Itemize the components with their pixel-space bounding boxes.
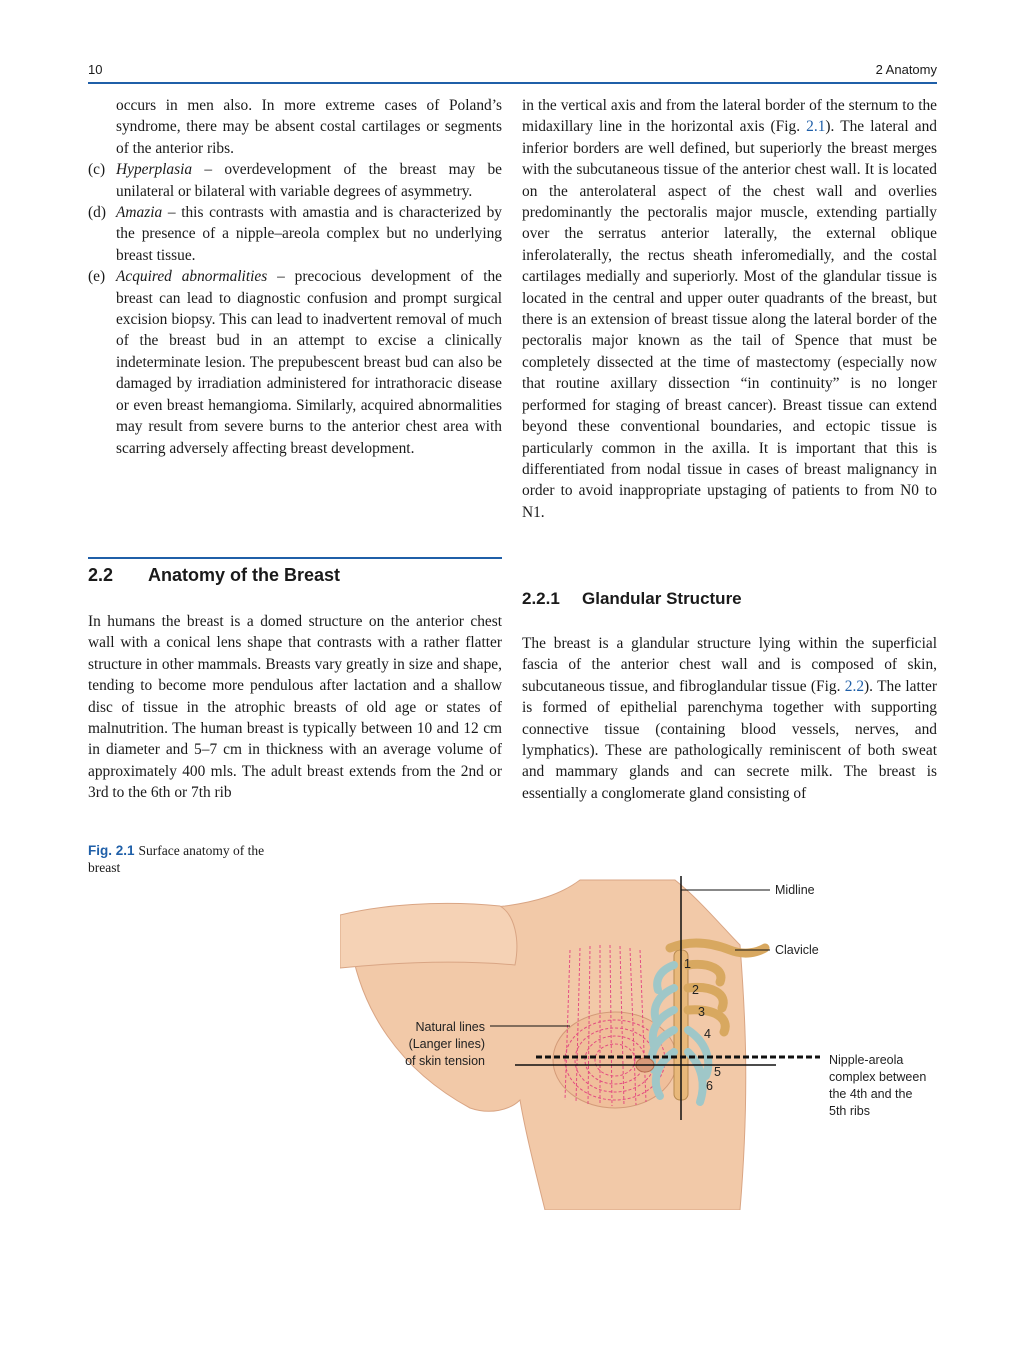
item-text: – precocious development of the breast can lead to diagnostic confusion and prompt surgical excision biopsy. This can lead to inadvertent removal of much of the breast bud in an attempt to excise a clinically indeterminate lesion. The prepubescent breast bud can also be damaged by irradiation administered for intrathoracic disease or even breast hemangioma. Similarly, acquired abnormalities may result from severe burns to the anterior chest area with scarring adversely affecting breast development. [116, 268, 502, 457]
chapter-title: 2 Anatomy [875, 62, 937, 77]
item-term: Acquired abnormalities [116, 268, 268, 286]
natural-lines-label-2: (Langer lines) [408, 1037, 485, 1051]
figure-reference-link[interactable]: 2.2 [844, 677, 865, 695]
left-column [88, 95, 502, 459]
rib-number-2: 2 [692, 983, 699, 997]
subsection-heading [522, 589, 742, 609]
page-number: 10 [88, 62, 103, 77]
rib-number-3: 3 [698, 1005, 705, 1019]
header-rule [88, 82, 937, 84]
item-label: (d) [88, 204, 106, 222]
figure-caption [88, 842, 278, 876]
nipple-areola-label-2: complex between [829, 1070, 927, 1084]
running-head [88, 60, 937, 82]
subsection-number: 2.2.1 [522, 589, 560, 608]
section-number: 2.2 [88, 565, 114, 585]
subsection-text-a: The breast is a glandular structure lying within the superficial fascia of the anterior chest wall and is composed of skin, subcutaneous tissue, and fibroglandular tissue (Fig. [522, 635, 937, 695]
section-rule [88, 557, 502, 559]
continuation-paragraph: occurs in men also. In more extreme cases of Poland’s syndrome, there may be absent costal cartilages or segments of the anterior ribs. [116, 97, 502, 157]
list-item-c [88, 159, 502, 202]
rib-number-1: 1 [684, 957, 691, 971]
nipple-areola-label-4: 5th ribs [829, 1104, 870, 1118]
rib-number-6: 6 [706, 1079, 713, 1093]
section-body-right [522, 95, 937, 523]
section-body-left [88, 611, 502, 804]
list-item-e [88, 266, 502, 459]
nipple-areola-label-3: the 4th and the [829, 1087, 913, 1101]
subsection-body [522, 633, 937, 804]
item-label: (e) [88, 268, 106, 286]
item-text: – overdevelopment of the breast may be unilateral or bilateral with variable degrees of asymmetry. [116, 161, 502, 200]
item-text: – this contrasts with amastia and is characterized by the presence of a nipple–areola complex but no underlying breast tissue. [116, 204, 502, 264]
section-heading [88, 565, 340, 586]
natural-lines-label-3: of skin tension [405, 1054, 485, 1068]
item-term: Hyperplasia [116, 161, 193, 179]
list-item-d [88, 202, 502, 266]
midline-label: Midline [775, 883, 815, 897]
arm-skin [340, 903, 517, 968]
nipple-areola-label-1: Nipple-areola [829, 1053, 904, 1067]
section-paragraph-part-1: In humans the breast is a domed structure on the anterior chest wall with a conical lens shape that contrasts with a rather flatter structure in other mammals. Breasts vary greatly in size and shape, tending to become more pendulous after lactation and a shallow disc of tissue in the atrophic breasts of old age or states of malnutrition. The human breast is typically between 10 and 12 cm in diameter and 5–7 cm in thickness with an average volume of approximately 400 mls. The adult breast extends from the 2nd or 3rd to the 6th or 7th rib [88, 613, 502, 802]
natural-lines-label-1: Natural lines [415, 1020, 485, 1034]
subsection-title: Glandular Structure [582, 589, 742, 608]
figure-label: Fig. 2.1 [88, 843, 135, 858]
figure-caption-text: Surface anatomy of the breast [88, 843, 265, 875]
item-term: Amazia [116, 204, 163, 222]
subsection-text-b: ). The latter is formed of epithelial parenchyma together with supporting connective tissue (containing blood vessels, nerves, and lymphatics). These are pathologically reminiscent of both sweat and mammary glands and can secrete milk. The breast is essentially a conglomerate gland consisting of [522, 677, 937, 802]
rib-number-4: 4 [704, 1027, 711, 1041]
clavicle-label: Clavicle [775, 943, 819, 957]
rib-number-5: 5 [714, 1065, 721, 1079]
figure-reference-link[interactable]: 2.1 [806, 118, 826, 136]
surface-anatomy-figure [340, 870, 960, 1210]
section-paragraph-part-3: ). The lateral and inferior borders are well defined, but superiorly the breast merges with the subcutaneous tissue of the anterior chest wall. It is located on the anterolateral aspect of the chest wall and overlies predominantly the pectoralis major muscle, extending partially over the serratus anterior laterally, the external oblique inferolaterally, the rectus sheath inferomedially, and the costal cartilages medially and superiorly. Most of the glandular tissue is located in the central and upper outer quadrants of the breast, but there is an extension of breast tissue along the lateral border of the pectoralis major known as the tail of Spence that must be completely dissected at the time of mastectomy (especially now that routine axillary dissection “in continuity” is no longer performed for staging of breast cancer). Breast tissue can extend beyond these conventional boundaries, and ectopic tissue is particularly common in the axilla. It is important that this is differentiated from nodal tissue in cases of breast malignancy in order to avoid inappropriate upstaging of patients to from N0 to N1. [522, 118, 937, 521]
section-title: Anatomy of the Breast [148, 565, 341, 585]
section-paragraph-part-2: in the vertical axis and from the lateral border of the sternum to the midaxillary line in the horizontal axis (Fig. [522, 97, 937, 136]
item-label: (c) [88, 161, 106, 179]
